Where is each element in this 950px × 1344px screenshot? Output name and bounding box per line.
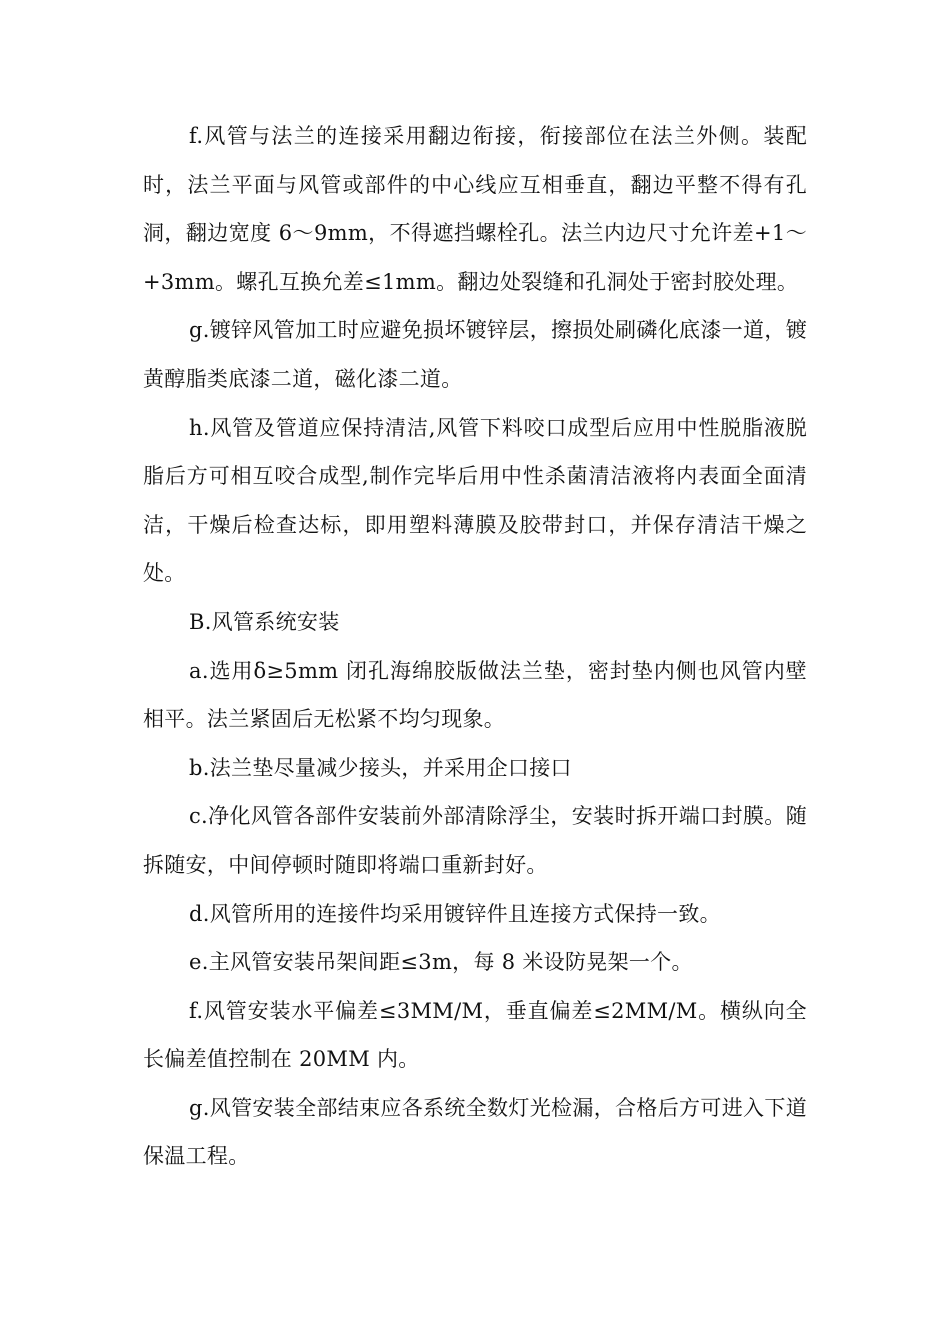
paragraph-component-cleaning: c.净化风管各部件安装前外部清除浮尘，安装时拆开端口封膜。随拆随安，中间停顿时随即将端口重新封好。 — [143, 804, 807, 877]
paragraph-tolerance: f.风管安装水平偏差≤3MM/M，垂直偏差≤2MM/M。横纵向全长偏差值控制在 20MM 内。 — [143, 998, 807, 1072]
paragraph-hanger-spacing: e.主风管安装吊架间距≤3m，每 8 米设防晃架一个。 — [189, 950, 693, 975]
paragraph-gasket-joints: b.法兰垫尽量减少接头，并采用企口接口 — [189, 755, 572, 780]
paragraph-galvanized-duct: g.镀锌风管加工时应避免损坏镀锌层，擦损处刷磷化底漆一道，镀黄醇脂类底漆二道，磁化漆二道。 — [143, 318, 807, 391]
paragraph-flange-connection: f.风管与法兰的连接采用翻边衔接，衔接部位在法兰外侧。装配时，法兰平面与风管或部件的中心线应互相垂直，翻边平整不得有孔洞，翻边宽度 6～9mm，不得遮挡螺栓孔。法兰内边尺寸允许差+1～+3mm。螺孔互换允差≤1mm。翻边处裂缝和孔洞处于密封胶处理。 — [143, 124, 807, 294]
paragraph-flange-gasket: a.选用δ≥5mm 闭孔海绵胶版做法兰垫，密封垫内侧也风管内壁相平。法兰紧固后无松紧不均匀现象。 — [143, 658, 807, 732]
paragraph-leak-test: g.风管安装全部结束应各系统全数灯光检漏，合格后方可进入下道保温工程。 — [143, 1095, 807, 1169]
section-heading-duct-installation: B.风管系统安装 — [189, 609, 340, 634]
paragraph-duct-cleaning: h.风管及管道应保持清洁,风管下料咬口成型后应用中性脱脂液脱脂后方可相互咬合成型,制作完毕后用中性杀菌清洁液将内表面全面清洁，干燥后检查达标，即用塑料薄膜及胶带封口，并保存清洁干燥之处。 — [143, 415, 807, 586]
paragraph-connectors: d.风管所用的连接件均采用镀锌件且连接方式保持一致。 — [189, 901, 721, 926]
document-body — [143, 112, 807, 1181]
